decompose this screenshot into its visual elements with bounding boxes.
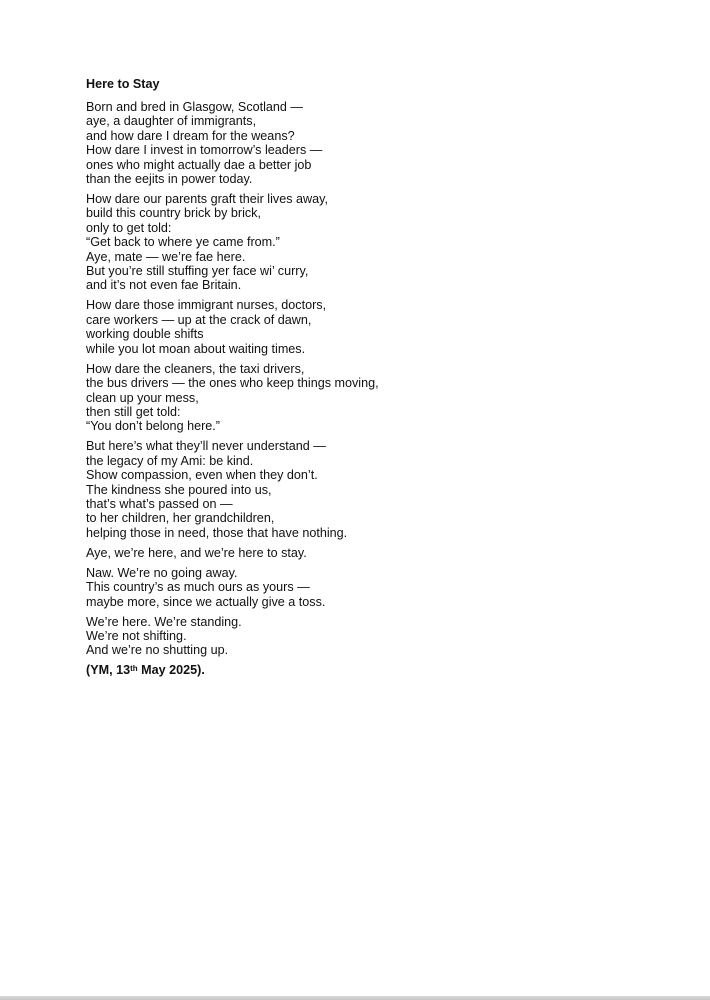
poem-line: clean up your mess, — [86, 390, 199, 405]
poem-line: to her children, her grandchildren, — [86, 511, 275, 526]
poem-title: Here to Stay — [86, 77, 160, 91]
poem-line: How dare our parents graft their lives away, — [86, 192, 328, 207]
poem — [86, 76, 646, 678]
poem-line: This country’s as much ours as yours — — [86, 580, 310, 595]
stanza-1 — [86, 100, 646, 186]
poem-line: care workers — up at the crack of dawn, — [86, 312, 312, 327]
stanza-4 — [86, 362, 646, 434]
signature-ordinal-suffix: th — [130, 664, 138, 674]
poem-line: Aye, mate — we’re fae here. — [86, 249, 246, 264]
poem-line: and how dare I dream for the weans? — [86, 128, 295, 143]
poem-line: But here’s what they’ll never understand — — [86, 439, 326, 454]
poem-line: “Get back to where ye came from.” — [86, 235, 280, 250]
poem-line: Naw. We’re no going away. — [86, 565, 238, 580]
stanza-7 — [86, 566, 646, 609]
signature-text-start: (YM, 13 — [86, 663, 131, 678]
poem-line: Born and bred in Glasgow, Scotland — — [86, 100, 304, 114]
poem-line: build this country brick by brick, — [86, 206, 261, 221]
poem-line: Aye, we’re here, and we’re here to stay. — [86, 545, 307, 560]
stanza-3 — [86, 298, 646, 356]
poem-line: aye, a daughter of immigrants, — [86, 114, 257, 129]
poem-line: then still get told: — [86, 404, 181, 419]
poem-line: helping those in need, those that have nothing. — [86, 525, 348, 540]
poem-line: How dare the cleaners, the taxi drivers, — [86, 361, 305, 376]
poem-line: Show compassion, even when they don’t. — [86, 468, 318, 483]
poem-line: than the eejits in power today. — [86, 172, 253, 187]
poem-line: only to get told: — [86, 220, 172, 235]
poem-line: We’re not shifting. — [86, 628, 187, 643]
poem-line: working double shifts — [86, 327, 204, 342]
poem-line: maybe more, since we actually give a toss. — [86, 594, 326, 609]
page-bottom-edge — [0, 996, 710, 1000]
poem-line: How dare I invest in tomorrow’s leaders — — [86, 143, 323, 158]
poem-line: And we’re no shutting up. — [86, 643, 229, 658]
poem-line: We’re here. We’re standing. — [86, 614, 242, 629]
poem-line: that’s what’s passed on — — [86, 496, 233, 511]
poem-line: How dare those immigrant nurses, doctors, — [86, 298, 327, 313]
stanza-2 — [86, 192, 646, 293]
stanza-8 — [86, 615, 646, 658]
author-signature — [86, 663, 646, 677]
poem-line: and it’s not even fae Britain. — [86, 278, 242, 293]
stanza-6 — [86, 546, 646, 560]
stanza-5 — [86, 439, 646, 540]
poem-line: the legacy of my Ami: be kind. — [86, 453, 254, 468]
poem-line: “You don’t belong here.” — [86, 419, 220, 434]
signature-text-end: May 2025). — [137, 663, 205, 678]
poem-line: the bus drivers — the ones who keep things moving, — [86, 376, 379, 391]
poem-line: But you’re still stuffing yer face wi’ curry, — [86, 264, 309, 279]
poem-line: The kindness she poured into us, — [86, 482, 272, 497]
poem-line: ones who might actually dae a better job — [86, 157, 312, 172]
poem-line: while you lot moan about waiting times. — [86, 341, 306, 356]
